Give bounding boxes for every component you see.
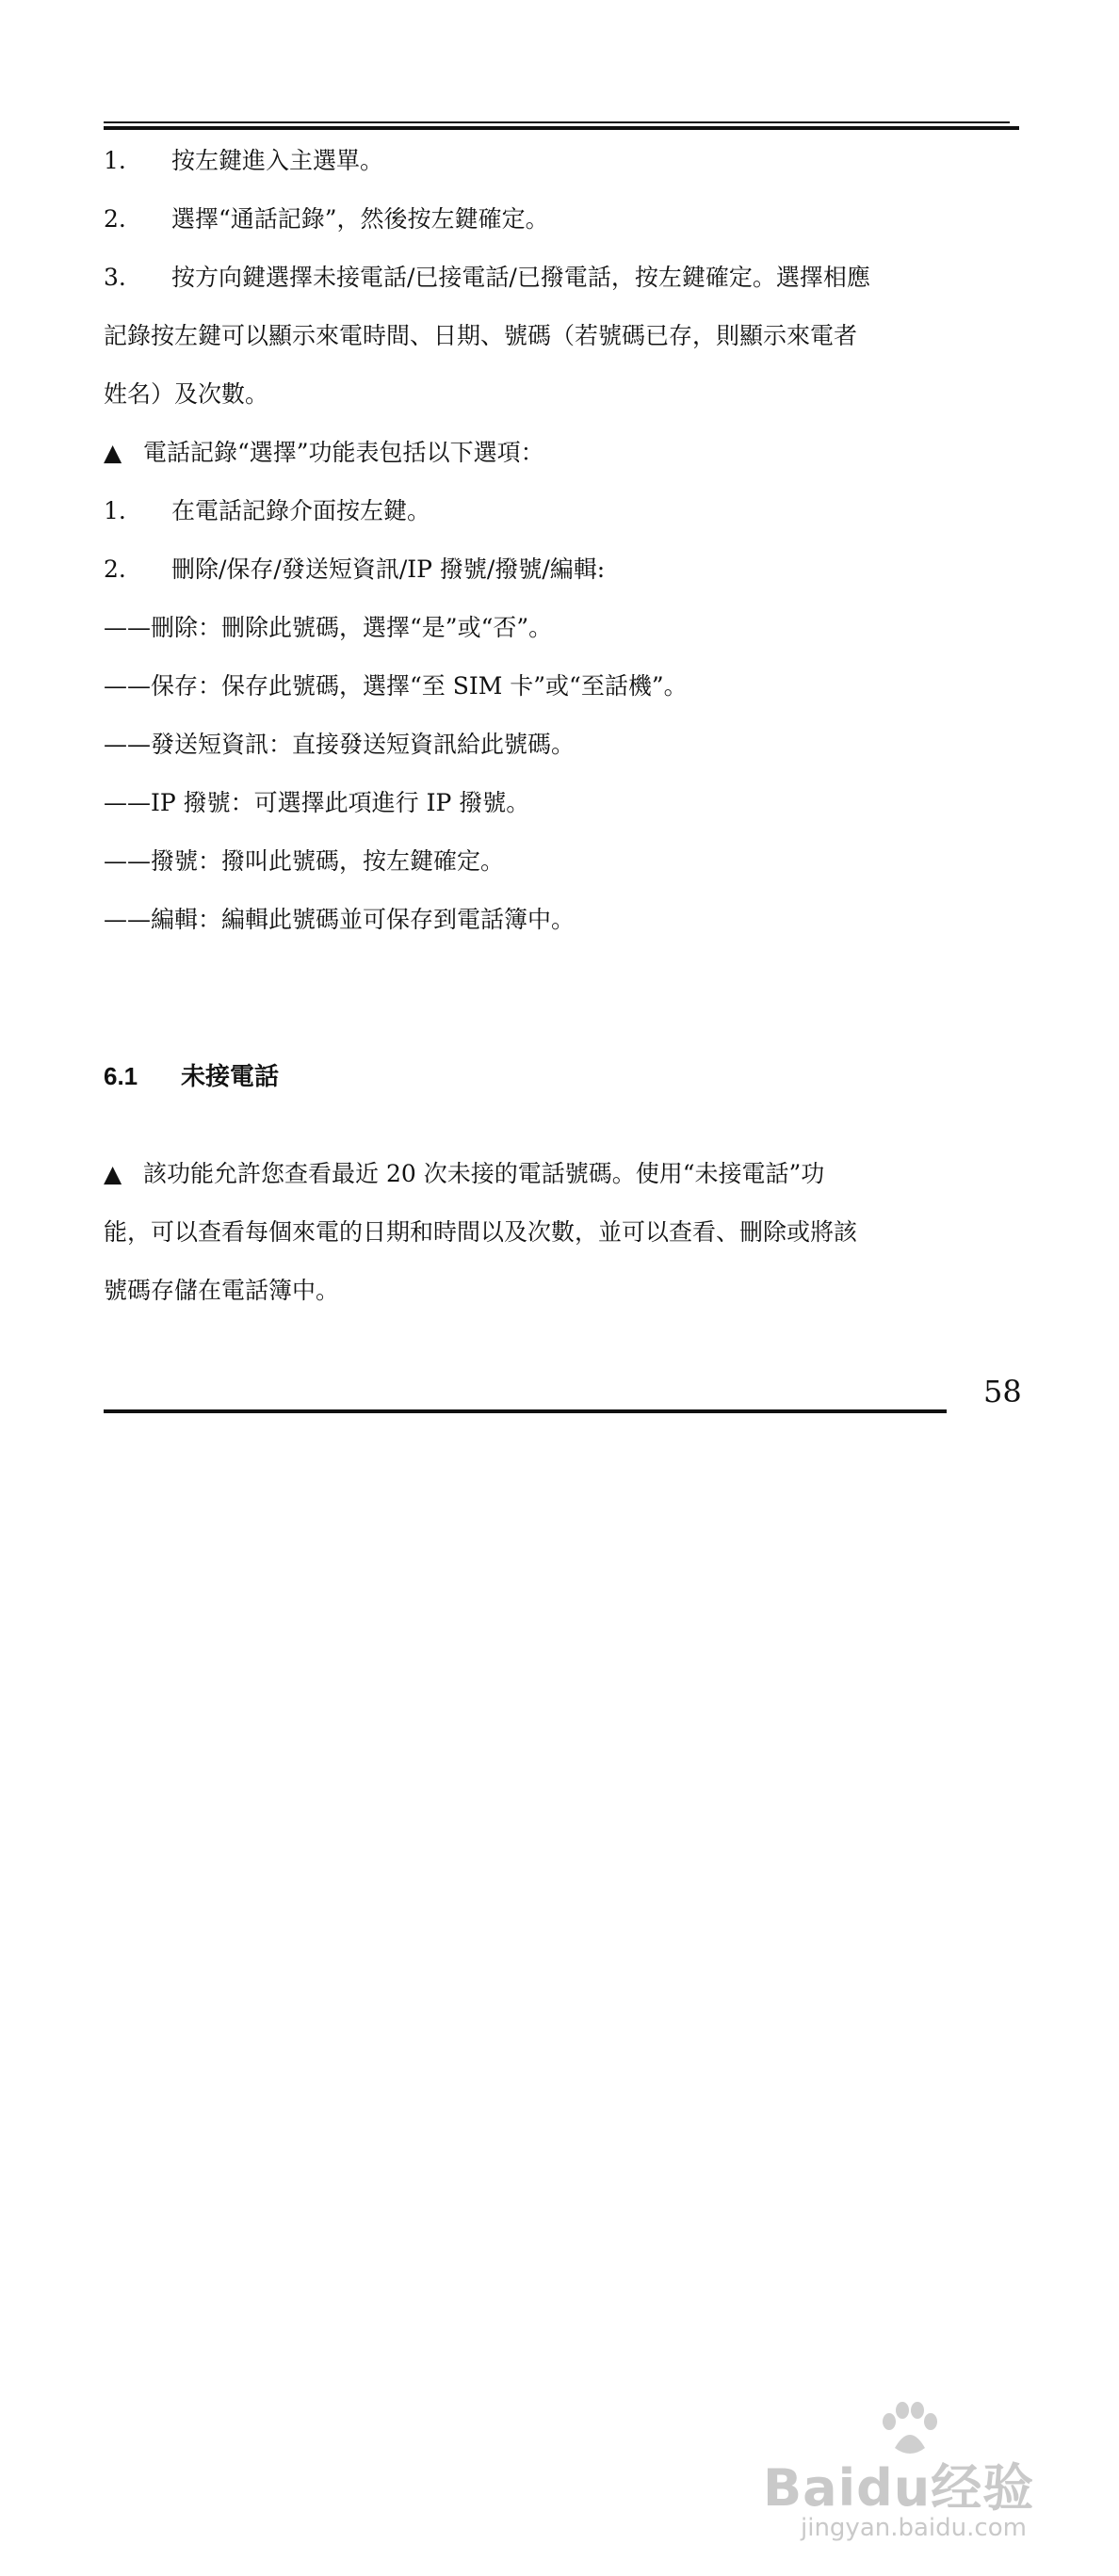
step-text: 在電話記錄介面按左鍵。: [171, 497, 431, 524]
options-intro: [104, 424, 544, 482]
options-intro-text: 電話記錄“選擇”功能表包括以下選項：: [143, 439, 544, 466]
section-paragraph-line-3: 號碼存儲在電話簿中。: [104, 1277, 340, 1304]
step-number: 1.: [104, 497, 126, 524]
step-text: 按左鍵進入主選單。: [171, 147, 384, 174]
step-number: 2.: [104, 555, 126, 583]
step-number: 1.: [104, 147, 126, 174]
option-item: ——IP 撥號：可選擇此項進行 IP 撥號。: [104, 789, 530, 816]
section-title: 未接電話: [181, 1062, 280, 1090]
step-3-line-3: 姓名）及次數。: [104, 380, 269, 408]
watermark-url: jingyan.baidu.com: [801, 2514, 1027, 2542]
header-rule-thin: [104, 121, 1010, 123]
baidu-watermark: [763, 2391, 1046, 2552]
step-text: 刪除/保存/發送短資訊/IP 撥號/撥號/編輯:: [171, 555, 606, 583]
triangle-bullet-icon: ▲: [104, 439, 122, 466]
step-text: 按方向鍵選擇未接電話/已接電話/已撥電話，按左鍵確定。選擇相應: [171, 264, 870, 291]
option-item: ——保存：保存此號碼，選擇“至 SIM 卡”或“至話機”。: [104, 672, 688, 700]
step-1: [104, 132, 383, 190]
triangle-bullet-icon: ▲: [104, 1160, 122, 1187]
option-item: ——撥號：撥叫此號碼，按左鍵確定。: [104, 847, 505, 875]
header-rule-thick: [104, 126, 1019, 130]
option-step-1: [104, 482, 430, 540]
section-number: 6.1: [104, 1062, 138, 1090]
step-2: [104, 190, 549, 249]
section-paragraph-line-1: [104, 1145, 824, 1203]
watermark-logo-text: Baidu经验: [763, 2458, 1035, 2518]
option-item: ——編輯：編輯此號碼並可保存到電話簿中。: [104, 906, 576, 933]
paragraph-text: 該功能允許您查看最近 20 次未接的電話號碼。使用“未接電話”功: [143, 1160, 825, 1187]
footer-rule: [104, 1409, 947, 1413]
step-number: 3.: [104, 264, 126, 291]
option-item: ——刪除：刪除此號碼，選擇“是”或“否”。: [104, 614, 553, 641]
page-number: 58: [983, 1374, 1022, 1409]
step-text: 選擇“通話記錄”，然後按左鍵確定。: [171, 205, 549, 233]
step-3: [104, 249, 870, 307]
option-item: ——發送短資訊：直接發送短資訊給此號碼。: [104, 731, 576, 758]
section-heading: [104, 1047, 279, 1105]
step-number: 2.: [104, 205, 126, 233]
step-3-line-2: 記錄按左鍵可以顯示來電時間、日期、號碼（若號碼已存，則顯示來電者: [104, 322, 858, 349]
section-paragraph-line-2: 能，可以查看每個來電的日期和時間以及次數，並可以查看、刪除或將該: [104, 1218, 858, 1246]
option-step-2: [104, 540, 605, 599]
